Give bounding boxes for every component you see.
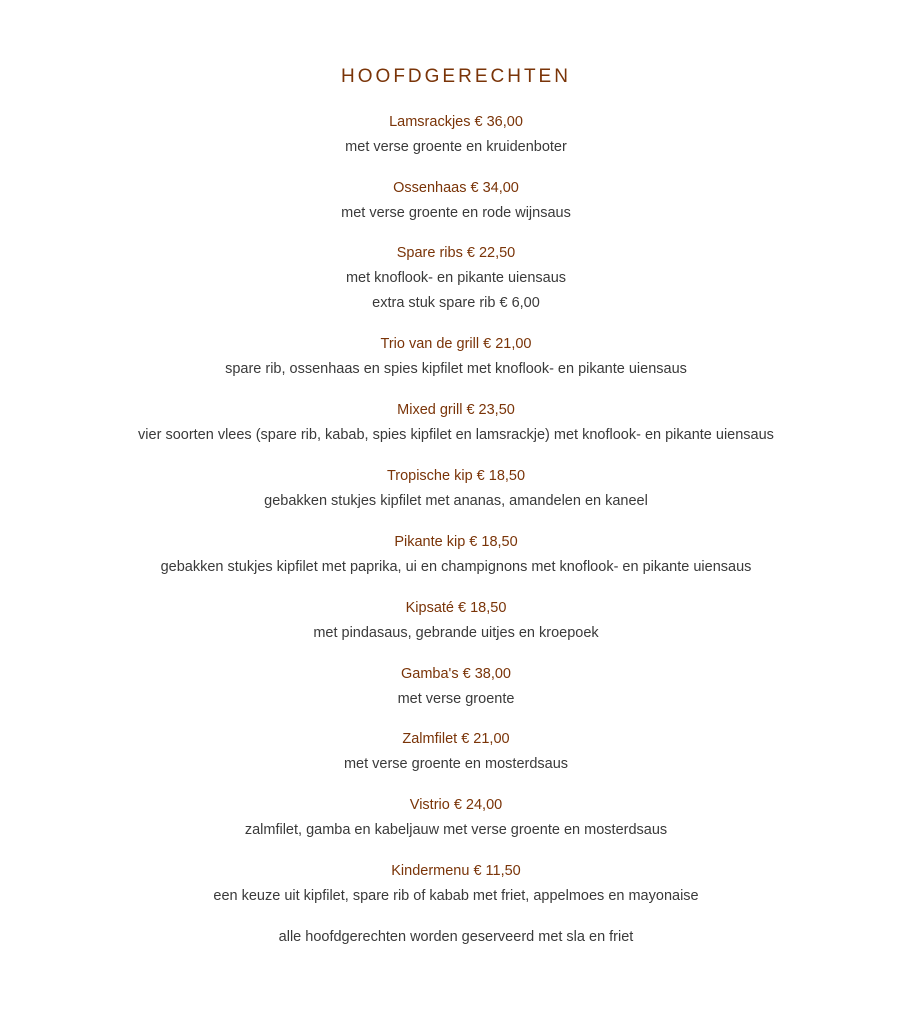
dish-description: een keuze uit kipfilet, spare rib of kabab met friet, appelmoes en mayonaise (213, 888, 699, 904)
dish-description: met verse groente (397, 691, 515, 707)
dish-name: Spare ribs € 22,50 (396, 245, 516, 261)
dish-description: met knoflook- en pikante uiensaus (345, 270, 567, 286)
dish-description: met pindasaus, gebrande uitjes en kroepoek (313, 625, 599, 641)
dish-name: Vistrio € 24,00 (409, 797, 503, 813)
menu-title: HOOFDGERECHTEN (341, 66, 571, 87)
dish-description: gebakken stukjes kipfilet met paprika, ui en champignons met knoflook- en pikante uiensaus (160, 559, 752, 575)
dish-item (0, 179, 912, 222)
dish-name: Mixed grill € 23,50 (397, 402, 515, 418)
footer-note: alle hoofdgerechten worden geserveerd met sla en friet (278, 929, 634, 945)
dish-description: met verse groente en rode wijnsaus (341, 205, 571, 221)
dish-item (0, 467, 912, 510)
dish-description: spare rib, ossenhaas en spies kipfilet met knoflook- en pikante uiensaus (225, 361, 687, 377)
dish-description: vier soorten vlees (spare rib, kabab, spies kipfilet en lamsrackje) met knoflook- en pikante uiensaus (138, 427, 774, 443)
dish-item (0, 113, 912, 156)
dish-item (0, 796, 912, 839)
dish-name: Trio van de grill € 21,00 (380, 336, 532, 352)
dish-name: Tropische kip € 18,50 (386, 468, 526, 484)
dish-name: Kindermenu € 11,50 (391, 863, 521, 879)
dish-item (0, 401, 912, 444)
dish-item (0, 862, 912, 905)
dish-description: zalmfilet, gamba en kabeljauw met verse groente en mosterdsaus (244, 822, 668, 838)
dish-name: Lamsrackjes € 36,00 (389, 114, 523, 130)
dish-extra: extra stuk spare rib € 6,00 (372, 295, 540, 311)
dish-name: Kipsaté € 18,50 (405, 600, 507, 616)
dish-name: Gamba's € 38,00 (401, 666, 511, 682)
dish-name: Pikante kip € 18,50 (394, 534, 518, 550)
dish-item (0, 244, 912, 312)
dish-description: met verse groente en mosterdsaus (343, 756, 569, 772)
dish-item (0, 730, 912, 773)
dish-description: gebakken stukjes kipfilet met ananas, amandelen en kaneel (264, 493, 648, 509)
dish-name: Zalmfilet € 21,00 (402, 731, 510, 747)
dish-item (0, 533, 912, 576)
dish-item (0, 335, 912, 378)
dish-item (0, 665, 912, 708)
dish-description: met verse groente en kruidenboter (345, 139, 567, 155)
dish-item (0, 599, 912, 642)
dish-name: Ossenhaas € 34,00 (393, 180, 519, 196)
